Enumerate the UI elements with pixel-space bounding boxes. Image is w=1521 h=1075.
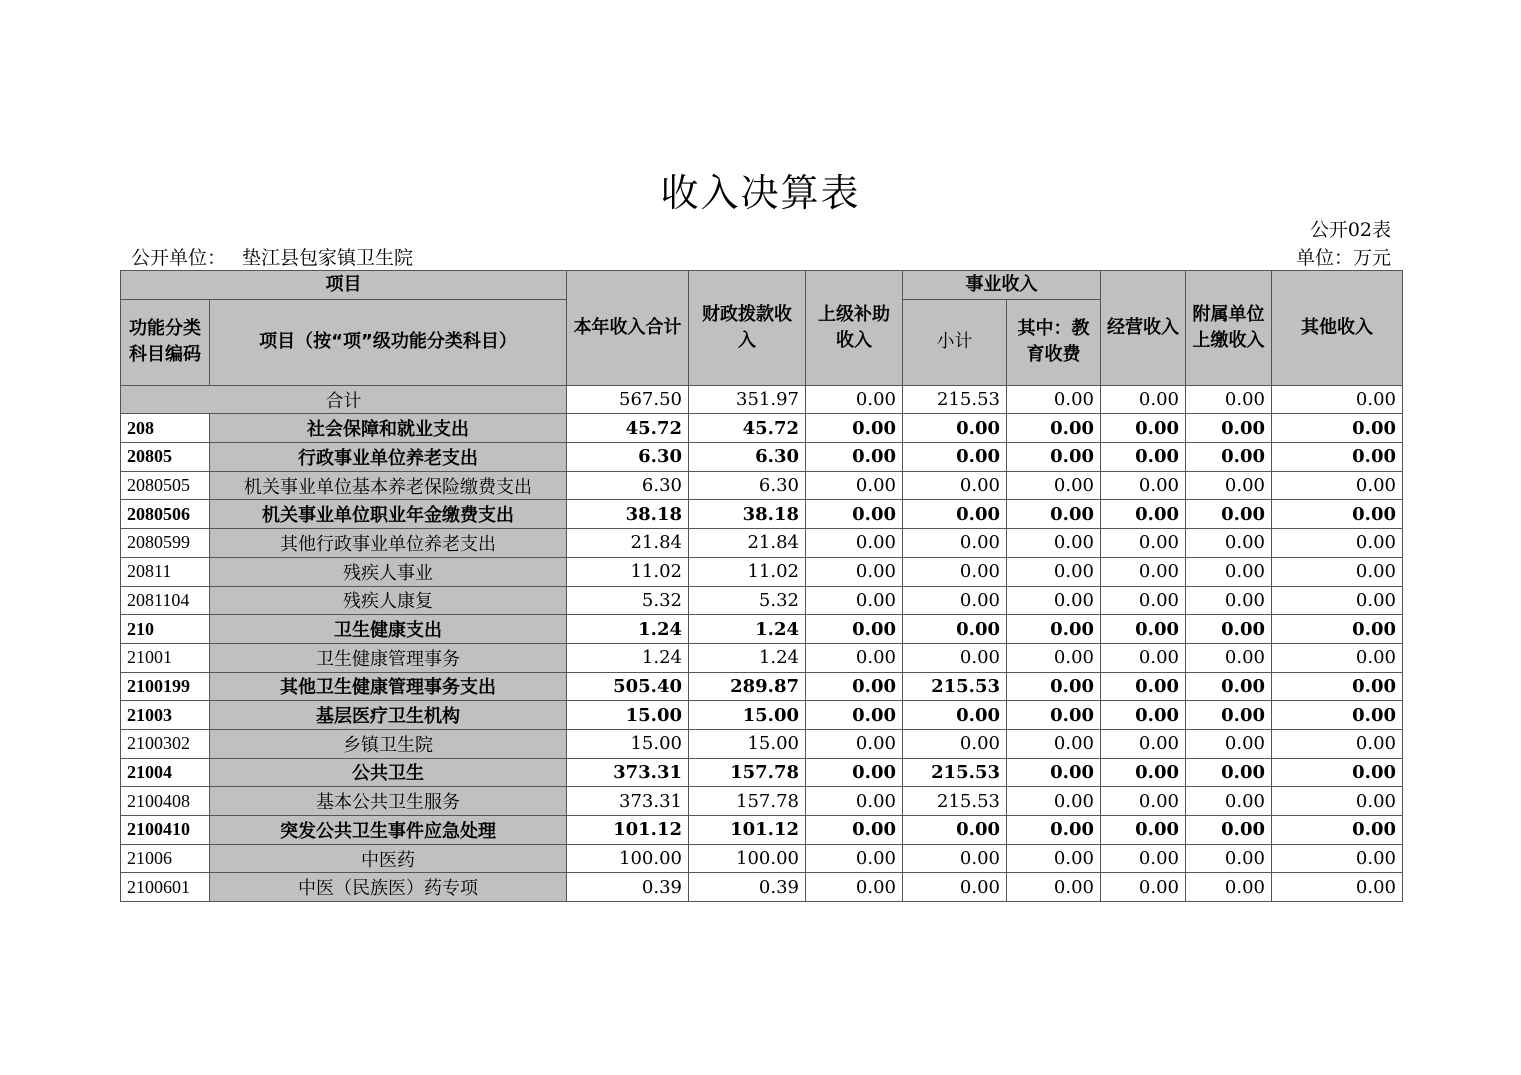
row-value: 0.00 — [1272, 471, 1403, 500]
row-value: 0.00 — [1272, 615, 1403, 644]
total-cell: 0.00 — [1186, 385, 1272, 414]
row-value: 0.00 — [903, 471, 1007, 500]
row-value: 0.00 — [903, 615, 1007, 644]
row-name: 公共卫生 — [210, 758, 567, 787]
row-value: 0.00 — [806, 500, 903, 529]
row-name: 卫生健康支出 — [210, 615, 567, 644]
row-value: 0.00 — [1007, 557, 1101, 586]
row-value: 0.00 — [1101, 586, 1186, 615]
header-item: 项目（按“项”级功能分类科目） — [210, 299, 567, 385]
row-name: 中医药 — [210, 844, 567, 873]
table-row — [121, 443, 1403, 472]
row-value: 0.00 — [806, 758, 903, 787]
row-value: 0.00 — [1272, 672, 1403, 701]
row-value: 0.00 — [1101, 672, 1186, 701]
table-row — [121, 471, 1403, 500]
row-value: 0.00 — [1272, 758, 1403, 787]
row-value: 0.00 — [903, 844, 1007, 873]
total-label: 合计 — [121, 385, 567, 414]
row-value: 0.00 — [1186, 557, 1272, 586]
row-value: 0.00 — [1186, 701, 1272, 730]
total-cell: 567.50 — [567, 385, 689, 414]
row-name: 卫生健康管理事务 — [210, 643, 567, 672]
row-value: 215.53 — [903, 787, 1007, 816]
row-value: 0.00 — [1007, 873, 1101, 902]
row-value: 373.31 — [567, 758, 689, 787]
row-value: 0.00 — [1272, 701, 1403, 730]
row-value: 0.00 — [1101, 844, 1186, 873]
row-code: 2081104 — [121, 586, 210, 615]
total-cell: 351.97 — [689, 385, 806, 414]
row-value: 0.00 — [1186, 672, 1272, 701]
row-value: 0.00 — [1186, 643, 1272, 672]
table-row — [121, 529, 1403, 558]
row-value: 0.00 — [1186, 615, 1272, 644]
header-superior: 上级补助收入 — [806, 271, 903, 386]
header-operating: 经营收入 — [1101, 271, 1186, 386]
header-other: 其他收入 — [1272, 271, 1403, 386]
row-value: 0.00 — [1272, 414, 1403, 443]
table-row — [121, 672, 1403, 701]
row-value: 0.00 — [1101, 787, 1186, 816]
row-value: 0.00 — [1101, 414, 1186, 443]
table-row — [121, 729, 1403, 758]
row-value: 0.39 — [567, 873, 689, 902]
row-value: 38.18 — [689, 500, 806, 529]
row-value: 0.00 — [1272, 873, 1403, 902]
row-value: 0.00 — [1272, 586, 1403, 615]
row-code: 2100408 — [121, 787, 210, 816]
row-value: 0.00 — [1186, 816, 1272, 845]
row-value: 15.00 — [567, 729, 689, 758]
row-value: 0.00 — [903, 414, 1007, 443]
row-value: 0.00 — [1101, 758, 1186, 787]
row-value: 0.00 — [1007, 729, 1101, 758]
row-value: 0.00 — [1186, 729, 1272, 758]
row-value: 0.00 — [1101, 443, 1186, 472]
row-value: 157.78 — [689, 758, 806, 787]
row-value: 0.00 — [1186, 873, 1272, 902]
row-value: 0.00 — [1007, 615, 1101, 644]
row-value: 0.00 — [806, 873, 903, 902]
row-value: 15.00 — [689, 729, 806, 758]
table-row — [121, 816, 1403, 845]
money-unit: 单位：万元 — [1295, 247, 1391, 269]
row-value: 6.30 — [689, 471, 806, 500]
row-value: 0.00 — [1272, 844, 1403, 873]
header-subtotal: 小计 — [903, 299, 1007, 385]
row-value: 6.30 — [567, 443, 689, 472]
row-value: 1.24 — [567, 615, 689, 644]
row-value: 0.00 — [806, 672, 903, 701]
row-value: 0.00 — [1007, 529, 1101, 558]
row-name: 机关事业单位职业年金缴费支出 — [210, 500, 567, 529]
row-value: 0.00 — [806, 443, 903, 472]
row-value: 0.00 — [903, 529, 1007, 558]
row-value: 0.00 — [903, 729, 1007, 758]
row-value: 0.00 — [806, 615, 903, 644]
row-value: 0.00 — [1272, 643, 1403, 672]
row-code: 21003 — [121, 701, 210, 730]
row-value: 0.00 — [1186, 529, 1272, 558]
row-value: 0.00 — [1272, 729, 1403, 758]
row-value: 0.00 — [1007, 586, 1101, 615]
table-row — [121, 414, 1403, 443]
row-value: 0.00 — [1101, 701, 1186, 730]
row-value: 0.00 — [1186, 787, 1272, 816]
row-value: 0.00 — [1101, 500, 1186, 529]
row-value: 15.00 — [567, 701, 689, 730]
table-row — [121, 557, 1403, 586]
row-value: 0.00 — [903, 500, 1007, 529]
row-value: 0.00 — [1101, 729, 1186, 758]
row-code: 210 — [121, 615, 210, 644]
row-value: 0.00 — [1272, 500, 1403, 529]
row-value: 289.87 — [689, 672, 806, 701]
table-row — [121, 844, 1403, 873]
row-value: 0.00 — [1007, 643, 1101, 672]
row-value: 0.00 — [1101, 529, 1186, 558]
row-value: 0.00 — [903, 873, 1007, 902]
header-affiliated: 附属单位上缴收入 — [1186, 271, 1272, 386]
row-value: 0.00 — [903, 643, 1007, 672]
income-table — [120, 270, 1403, 902]
row-name: 残疾人康复 — [210, 586, 567, 615]
row-value: 505.40 — [567, 672, 689, 701]
row-value: 15.00 — [689, 701, 806, 730]
org-label: 公开单位： — [131, 247, 227, 269]
row-value: 0.00 — [1007, 672, 1101, 701]
total-cell: 0.00 — [806, 385, 903, 414]
row-value: 0.00 — [806, 529, 903, 558]
row-value: 0.00 — [1007, 471, 1101, 500]
table-row — [121, 873, 1403, 902]
row-name: 基层医疗卫生机构 — [210, 701, 567, 730]
row-value: 0.00 — [1186, 586, 1272, 615]
row-value: 0.00 — [1186, 414, 1272, 443]
row-name: 突发公共卫生事件应急处理 — [210, 816, 567, 845]
row-name: 社会保障和就业支出 — [210, 414, 567, 443]
row-code: 2080506 — [121, 500, 210, 529]
row-value: 0.00 — [1272, 557, 1403, 586]
row-value: 0.00 — [1186, 500, 1272, 529]
row-value: 6.30 — [567, 471, 689, 500]
row-value: 100.00 — [689, 844, 806, 873]
row-code: 21006 — [121, 844, 210, 873]
row-value: 0.00 — [1007, 500, 1101, 529]
row-value: 0.00 — [1186, 471, 1272, 500]
row-value: 0.00 — [1007, 816, 1101, 845]
row-value: 0.00 — [1007, 701, 1101, 730]
row-value: 45.72 — [689, 414, 806, 443]
row-value: 45.72 — [567, 414, 689, 443]
page-title: 收入决算表 — [660, 171, 861, 215]
row-value: 157.78 — [689, 787, 806, 816]
row-value: 0.00 — [903, 557, 1007, 586]
table-row — [121, 701, 1403, 730]
header-edu: 其中：教育收费 — [1007, 299, 1101, 385]
row-code: 2100302 — [121, 729, 210, 758]
row-value: 0.00 — [1101, 557, 1186, 586]
row-value: 0.00 — [1186, 443, 1272, 472]
row-value: 0.00 — [1186, 844, 1272, 873]
row-name: 中医（民族医）药专项 — [210, 873, 567, 902]
row-value: 0.00 — [903, 443, 1007, 472]
table-row — [121, 500, 1403, 529]
row-value: 0.00 — [1101, 816, 1186, 845]
row-value: 0.00 — [1272, 443, 1403, 472]
row-name: 机关事业单位基本养老保险缴费支出 — [210, 471, 567, 500]
row-value: 1.24 — [689, 643, 806, 672]
row-name: 基本公共卫生服务 — [210, 787, 567, 816]
org-info — [131, 243, 413, 270]
row-value: 0.00 — [1101, 615, 1186, 644]
row-code: 20805 — [121, 443, 210, 472]
row-value: 38.18 — [567, 500, 689, 529]
row-value: 0.00 — [806, 557, 903, 586]
row-value: 6.30 — [689, 443, 806, 472]
row-value: 0.00 — [806, 816, 903, 845]
row-value: 1.24 — [689, 615, 806, 644]
row-code: 21004 — [121, 758, 210, 787]
total-cell: 0.00 — [1101, 385, 1186, 414]
row-value: 0.00 — [903, 586, 1007, 615]
row-value: 101.12 — [689, 816, 806, 845]
row-value: 5.32 — [567, 586, 689, 615]
row-code: 2080505 — [121, 471, 210, 500]
row-value: 0.00 — [806, 844, 903, 873]
table-row — [121, 615, 1403, 644]
row-value: 0.39 — [689, 873, 806, 902]
total-cell: 215.53 — [903, 385, 1007, 414]
row-code: 208 — [121, 414, 210, 443]
row-value: 100.00 — [567, 844, 689, 873]
row-value: 0.00 — [806, 729, 903, 758]
header-fiscal: 财政拨款收入 — [689, 271, 806, 386]
header-code: 功能分类科目编码 — [121, 299, 210, 385]
row-value: 0.00 — [903, 816, 1007, 845]
row-value: 1.24 — [567, 643, 689, 672]
row-value: 101.12 — [567, 816, 689, 845]
table-body — [121, 385, 1403, 901]
table-row — [121, 758, 1403, 787]
row-name: 行政事业单位养老支出 — [210, 443, 567, 472]
table-row — [121, 586, 1403, 615]
row-value: 5.32 — [689, 586, 806, 615]
row-name: 乡镇卫生院 — [210, 729, 567, 758]
header-career: 事业收入 — [903, 271, 1101, 300]
row-code: 2100601 — [121, 873, 210, 902]
row-value: 0.00 — [1007, 443, 1101, 472]
row-name: 其他行政事业单位养老支出 — [210, 529, 567, 558]
row-value: 215.53 — [903, 758, 1007, 787]
row-value: 0.00 — [1272, 816, 1403, 845]
row-name: 其他卫生健康管理事务支出 — [210, 672, 567, 701]
total-cell: 0.00 — [1272, 385, 1403, 414]
row-value: 11.02 — [567, 557, 689, 586]
row-value: 0.00 — [1007, 414, 1101, 443]
row-code: 20811 — [121, 557, 210, 586]
header-project: 项目 — [121, 271, 567, 300]
row-value: 21.84 — [689, 529, 806, 558]
row-code: 2080599 — [121, 529, 210, 558]
row-value: 0.00 — [806, 701, 903, 730]
row-value: 0.00 — [806, 787, 903, 816]
org-name: 垫江县包家镇卫生院 — [242, 247, 414, 269]
row-code: 2100199 — [121, 672, 210, 701]
row-value: 0.00 — [1007, 787, 1101, 816]
row-code: 21001 — [121, 643, 210, 672]
row-value: 21.84 — [567, 529, 689, 558]
row-value: 215.53 — [903, 672, 1007, 701]
total-cell: 0.00 — [1007, 385, 1101, 414]
row-code: 2100410 — [121, 816, 210, 845]
row-value: 0.00 — [1101, 873, 1186, 902]
row-value: 0.00 — [1101, 643, 1186, 672]
row-value: 0.00 — [806, 586, 903, 615]
row-value: 0.00 — [1101, 471, 1186, 500]
row-value: 0.00 — [806, 414, 903, 443]
row-value: 11.02 — [689, 557, 806, 586]
row-value: 0.00 — [1272, 529, 1403, 558]
row-value: 373.31 — [567, 787, 689, 816]
row-name: 残疾人事业 — [210, 557, 567, 586]
row-value: 0.00 — [806, 471, 903, 500]
form-number: 公开02表 — [1309, 219, 1391, 241]
row-value: 0.00 — [1007, 758, 1101, 787]
row-value: 0.00 — [1186, 758, 1272, 787]
header-total: 本年收入合计 — [567, 271, 689, 386]
table-row — [121, 787, 1403, 816]
table-row — [121, 643, 1403, 672]
row-value: 0.00 — [903, 701, 1007, 730]
row-value: 0.00 — [806, 643, 903, 672]
row-value: 0.00 — [1007, 844, 1101, 873]
row-value: 0.00 — [1272, 787, 1403, 816]
total-row — [121, 385, 1403, 414]
